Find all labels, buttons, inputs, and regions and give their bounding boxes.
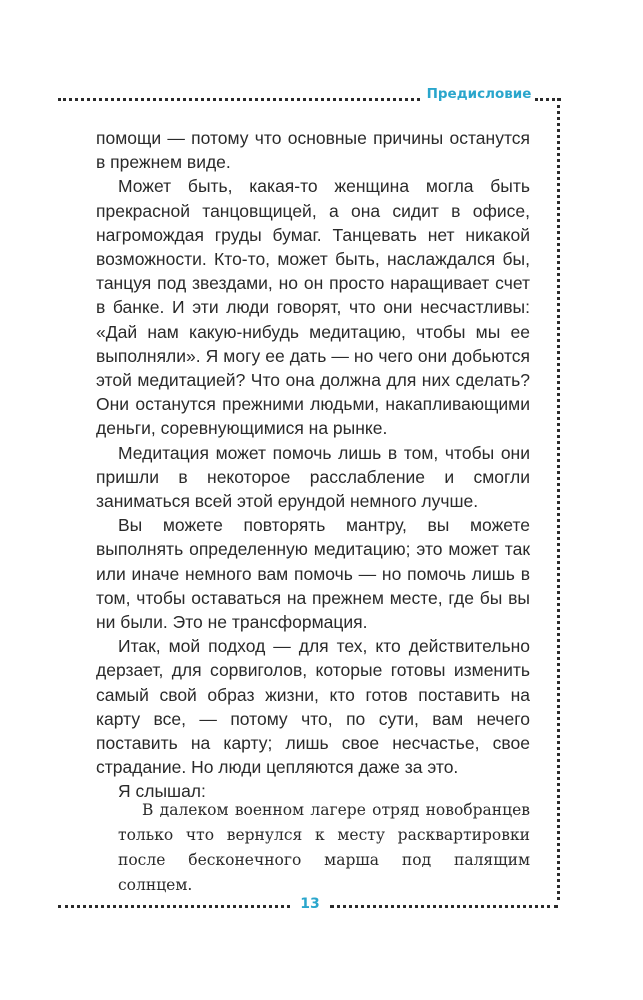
paragraph: Я слышал: [118,781,206,802]
page-number: 13 [300,896,320,912]
story-quote [118,798,530,898]
top-dotted-rule [58,98,420,101]
running-head: Предисловие [426,86,532,102]
bottom-left-dotted-rule [58,905,290,908]
paragraph: помощи — потому что основные причины останутся в прежнем виде. [96,128,530,173]
paragraph: Итак, мой подход — для тех, кто действительно дерзает, для сорвиголов, которые готовы изменить самый свой образ жизни, кто готов поставить на карту все, — потому что, по сути, вам нечего поставить на карту; лишь свое несчастье, свое страдание. Но люди цепляются даже за это. [96,636,530,778]
quote-paragraph: В далеком военном лагере отряд новобранцев только что вернулся к месту расквартировки после бесконечного марша под палящим солнцем. [118,801,530,894]
paragraph: Может быть, какая-то женщина могла быть прекрасной танцовщицей, а она сидит в офисе, нагромождая груды бумаг. Танцевать нет никакой возможности. Кто-то, может быть, наслаждался бы, танцуя под звездами, но он просто наращивает счет в банке. И эти люди говорят, что они несчастливы: «Дай нам какую-нибудь медитацию, чтобы мы ее выполняли». Я могу ее дать — но чего они добьются этой медитацией? Что она должна для них сделать? Они останутся прежними людьми, накапливающими деньги, соревнующимися на рынке. [96,176,530,439]
paragraph: Медитация может помочь лишь в том, чтобы они пришли в некоторое расслабление и смогли заниматься всей этой ерундой немного лучше. [96,442,530,512]
paragraph: Вы можете повторять мантру, вы можете выполнять определенную медитацию; это может так или иначе немного вам помочь — но помочь лишь в том, чтобы оставаться на прежнем месте, где бы вы ни были. Это не трансформация. [96,515,530,633]
bottom-right-dotted-rule [330,905,558,908]
main-text [96,126,530,804]
right-dotted-rule [557,98,560,900]
